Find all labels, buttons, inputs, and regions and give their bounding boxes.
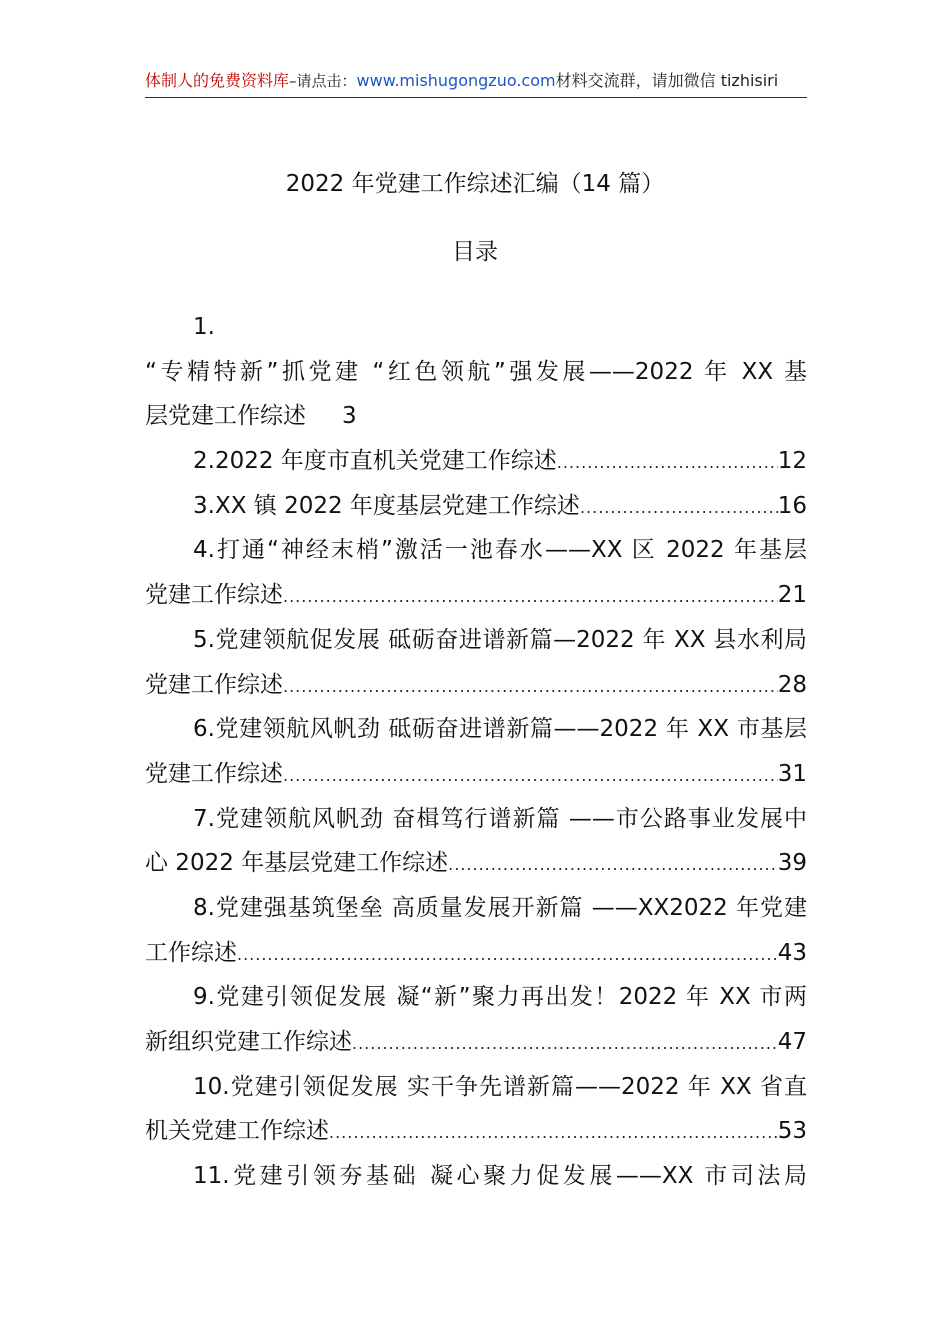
toc-entry-9-title-line2: 新组织党建工作综述 [145,1029,352,1055]
toc-entry-1-title-line2: 层党建工作综述 [145,403,306,430]
toc-entry-1-page: 3 [342,403,357,430]
toc-leader-dots [329,1111,778,1154]
page-header [145,66,807,98]
toc-entry-8-cont[interactable] [145,931,807,976]
toc-entry-10-title-line2: 机关党建工作综述 [145,1118,329,1145]
toc-entry-4-page: 21 [777,582,807,609]
toc-entry-5-cont[interactable] [145,663,807,708]
toc-entry-9-page: 47 [777,1029,807,1055]
toc-entry-8-page: 43 [777,939,807,966]
toc-entry-7-page: 39 [777,850,807,877]
toc-entry-6-title-line2: 党建工作综述 [145,760,283,787]
toc-entry-4-cont[interactable] [145,573,807,618]
toc-entry-10-cont[interactable] [145,1109,807,1154]
toc-entry-5-title[interactable]: 5.党建领航促发展 砥砺奋进谱新篇—2022 年 XX 县水利局 [193,626,807,653]
toc-entry-1-title-cont[interactable] [145,394,807,439]
toc-leader-dots [557,441,778,484]
table-of-contents [145,305,807,1199]
toc-entry-1-number: 1. [193,314,215,340]
document-title: 2022 年党建工作综述汇编（14 篇） [285,171,665,197]
brand-name: 体制人的免费资料库 [145,71,290,90]
toc-leader-dots [283,665,778,708]
header-prompt: –请点击： [289,72,357,90]
toc-entry-11-title[interactable]: 11.党建引领夯基础 凝心聚力促发展——XX 市司法局 [193,1163,807,1190]
toc-entry-2-title: 2.2022 年度市直机关党建工作综述 [193,448,557,475]
toc-entry-5-title-line2: 党建工作综述 [145,671,283,698]
toc-entry-8-title[interactable]: 8.党建强基筑堡垒 高质量发展开新篇 ——XX2022 年党建 [193,894,807,921]
toc-entry-3-title: 3.XX 镇 2022 年度基层党建工作综述 [193,492,580,519]
toc-entry-9-cont[interactable] [145,1020,807,1065]
toc-entry-2[interactable] [145,439,807,484]
toc-leader-dots [237,933,778,976]
toc-leader-dots [283,754,778,797]
toc-entry-6-title[interactable]: 6.党建领航风帆劲 砥砺奋进谱新篇——2022 年 XX 市基层 [193,716,807,743]
toc-entry-4-title[interactable]: 4.打通“神经末梢”激活一池春水——XX 区 2022 年基层 [193,537,807,564]
toc-entry-8-title-line2: 工作综述 [145,939,237,966]
toc-entry-6-page: 31 [777,760,807,787]
toc-entry-5-page: 28 [777,671,807,698]
toc-entry-7-title[interactable]: 7.党建领航风帆劲 奋楫笃行谱新篇 ——市公路事业发展中 [193,805,807,832]
toc-entry-10-page: 53 [777,1118,807,1145]
toc-leader-dots [352,1022,778,1065]
toc-entry-3[interactable] [145,484,807,529]
toc-heading: 目录 [452,239,498,265]
toc-leader-dots [448,843,778,886]
toc-entry-2-page: 12 [777,448,807,475]
toc-entry-9-title[interactable]: 9.党建引领促发展 凝“新”聚力再出发！2022 年 XX 市两 [193,984,807,1011]
toc-leader-dots [283,575,778,618]
toc-leader-dots [580,486,778,529]
toc-entry-4-title-line2: 党建工作综述 [145,582,283,609]
website-link[interactable]: www.mishugongzuo.com [356,71,556,90]
toc-entry-1-title[interactable]: “专精特新”抓党建 “红色领航”强发展——2022 年 XX 基 [145,358,807,385]
toc-entry-3-page: 16 [777,492,807,519]
header-contact: 材料交流群，请加微信 tizhisiri [555,71,779,90]
toc-entry-7-cont[interactable] [145,841,807,886]
toc-entry-10-title[interactable]: 10.党建引领促发展 实干争先谱新篇——2022 年 XX 省直 [193,1073,807,1100]
toc-entry-6-cont[interactable] [145,752,807,797]
toc-entry-7-title-line2: 心 2022 年基层党建工作综述 [145,850,449,877]
